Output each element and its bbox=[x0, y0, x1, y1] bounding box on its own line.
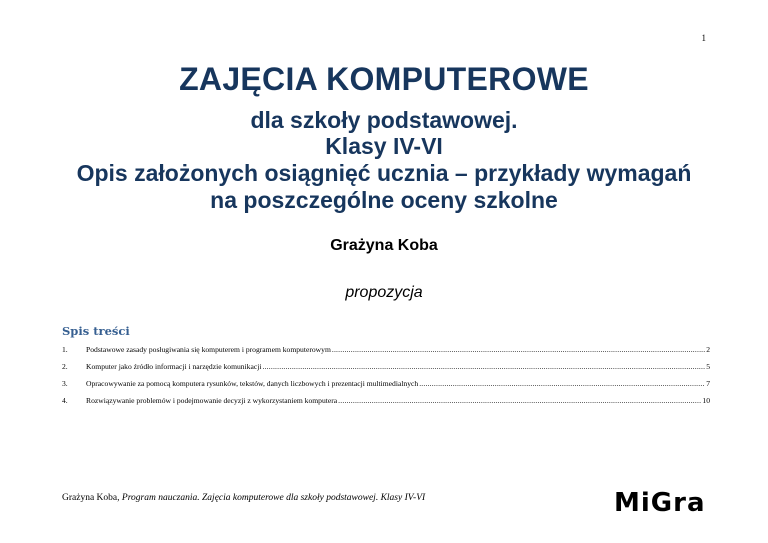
toc-entry-text: Podstawowe zasady posługiwania się komputerem i programem komputerowym bbox=[86, 345, 331, 354]
subtitle-line-2: Klasy IV-VI bbox=[325, 133, 443, 159]
toc-entry-number: 4. bbox=[62, 396, 68, 405]
footer-work-title: Program nauczania. Zajęcia komputerowe dla szkoły podstawowej. Klasy IV-VI bbox=[121, 493, 426, 503]
toc-heading: Spis treści bbox=[62, 324, 130, 338]
proposal-label: propozycja bbox=[345, 284, 423, 301]
table-of-contents bbox=[62, 345, 710, 413]
toc-leader-dots bbox=[338, 396, 701, 405]
document-title: ZAJĘCIA KOMPUTEROWE bbox=[179, 61, 589, 97]
toc-entry-number: 2. bbox=[62, 362, 68, 371]
toc-leader-dots bbox=[332, 345, 705, 354]
toc-leader-dots bbox=[419, 379, 705, 388]
toc-entry-text: Opracowywanie za pomocą komputera rysunków, tekstów, danych liczbowych i prezentacji multimedialnych bbox=[86, 379, 419, 388]
page-number: 1 bbox=[701, 33, 706, 43]
toc-entry-text: Komputer jako źródło informacji i narzędzie komunikacji bbox=[86, 362, 262, 371]
toc-entry-page: 7 bbox=[706, 379, 710, 388]
migra-logo: MiGra bbox=[614, 488, 706, 518]
toc-entry-2[interactable] bbox=[62, 362, 710, 379]
toc-leader-dots bbox=[262, 362, 705, 371]
toc-entry-number: 1. bbox=[62, 345, 68, 354]
subtitle-line-1: dla szkoły podstawowej. bbox=[250, 107, 518, 133]
subtitle-line-3: Opis założonych osiągnięć ucznia – przykłady wymagań bbox=[76, 160, 692, 186]
footer-author: Grażyna Koba, bbox=[62, 493, 122, 503]
toc-entry-4[interactable] bbox=[62, 396, 710, 413]
toc-entry-page: 5 bbox=[706, 362, 710, 371]
toc-entry-3[interactable] bbox=[62, 379, 710, 396]
toc-entry-page: 10 bbox=[702, 396, 710, 405]
toc-entry-text: Rozwiązywanie problemów i podejmowanie decyzji z wykorzystaniem komputera bbox=[86, 396, 338, 405]
toc-entry-page: 2 bbox=[706, 345, 710, 354]
toc-entry-1[interactable] bbox=[62, 345, 710, 362]
subtitle-line-4: na poszczególne oceny szkolne bbox=[210, 187, 558, 213]
page-footer bbox=[62, 493, 425, 503]
author-name: Grażyna Koba bbox=[330, 237, 438, 254]
toc-entry-number: 3. bbox=[62, 379, 68, 388]
